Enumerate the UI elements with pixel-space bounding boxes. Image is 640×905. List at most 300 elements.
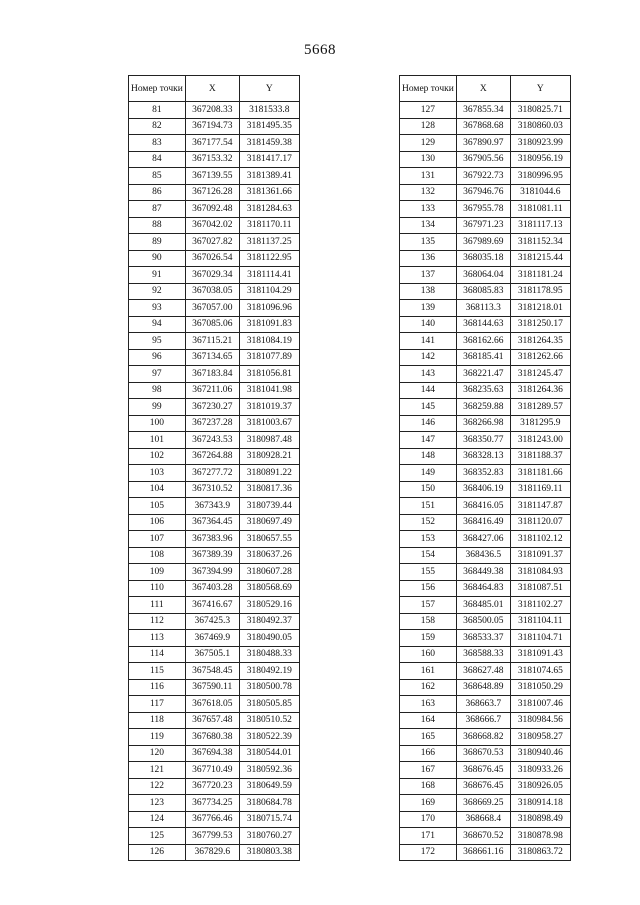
cell-y: 3181218.01 — [510, 300, 570, 317]
table-row — [129, 349, 300, 366]
table-row — [400, 696, 571, 713]
cell-x: 367734.25 — [185, 795, 239, 812]
cell-x: 367177.54 — [185, 135, 239, 152]
cell-y: 3180760.27 — [239, 828, 299, 845]
cell-x: 367710.49 — [185, 762, 239, 779]
cell-y: 3181181.66 — [510, 465, 570, 482]
cell-point-number: 159 — [400, 630, 457, 647]
cell-point-number: 98 — [129, 382, 186, 399]
cell-y: 3180739.44 — [239, 498, 299, 515]
table-row — [400, 514, 571, 531]
cell-point-number: 155 — [400, 564, 457, 581]
cell-y: 3180926.05 — [510, 778, 570, 795]
cell-point-number: 154 — [400, 547, 457, 564]
cell-x: 368449.38 — [456, 564, 510, 581]
cell-point-number: 140 — [400, 316, 457, 333]
cell-y: 3180987.48 — [239, 432, 299, 449]
cell-point-number: 115 — [129, 663, 186, 680]
table-row — [400, 283, 571, 300]
cell-x: 367657.48 — [185, 712, 239, 729]
cell-x: 367389.39 — [185, 547, 239, 564]
cell-point-number: 136 — [400, 250, 457, 267]
cell-x: 368259.88 — [456, 399, 510, 416]
table-row — [129, 531, 300, 548]
table-row — [129, 778, 300, 795]
cell-point-number: 108 — [129, 547, 186, 564]
cell-y: 3180568.69 — [239, 580, 299, 597]
cell-x: 368663.7 — [456, 696, 510, 713]
cell-x: 368661.16 — [456, 844, 510, 861]
cell-point-number: 82 — [129, 118, 186, 135]
table-row — [129, 366, 300, 383]
cell-x: 367208.33 — [185, 102, 239, 119]
cell-y: 3180933.26 — [510, 762, 570, 779]
cell-y: 3180500.78 — [239, 679, 299, 696]
cell-y: 3180914.18 — [510, 795, 570, 812]
table-row — [129, 250, 300, 267]
cell-y: 3181459.38 — [239, 135, 299, 152]
cell-y: 3181104.29 — [239, 283, 299, 300]
cell-y: 3180860.03 — [510, 118, 570, 135]
cell-x: 367989.69 — [456, 234, 510, 251]
cell-point-number: 138 — [400, 283, 457, 300]
table-row — [129, 646, 300, 663]
table-row — [129, 844, 300, 861]
table-row — [129, 316, 300, 333]
cell-y: 3181122.95 — [239, 250, 299, 267]
cell-x: 367799.53 — [185, 828, 239, 845]
cell-x: 367618.05 — [185, 696, 239, 713]
table-row — [129, 333, 300, 350]
cell-point-number: 110 — [129, 580, 186, 597]
cell-point-number: 83 — [129, 135, 186, 152]
cell-y: 3181117.13 — [510, 217, 570, 234]
cell-y: 3180544.01 — [239, 745, 299, 762]
cell-y: 3181102.12 — [510, 531, 570, 548]
cell-point-number: 116 — [129, 679, 186, 696]
cell-point-number: 89 — [129, 234, 186, 251]
cell-point-number: 127 — [400, 102, 457, 119]
cell-y: 3180607.28 — [239, 564, 299, 581]
cell-point-number: 104 — [129, 481, 186, 498]
cell-y: 3180697.49 — [239, 514, 299, 531]
cell-point-number: 113 — [129, 630, 186, 647]
table-row — [400, 151, 571, 168]
header-y: Y — [510, 76, 570, 102]
cell-y: 3180657.55 — [239, 531, 299, 548]
cell-x: 368588.33 — [456, 646, 510, 663]
table-row — [400, 547, 571, 564]
cell-y: 3181417.17 — [239, 151, 299, 168]
table-row — [129, 696, 300, 713]
cell-x: 368406.19 — [456, 481, 510, 498]
cell-point-number: 131 — [400, 168, 457, 185]
cell-x: 368416.49 — [456, 514, 510, 531]
cell-point-number: 137 — [400, 267, 457, 284]
table-row — [400, 811, 571, 828]
table-row — [400, 217, 571, 234]
table-row — [129, 465, 300, 482]
cell-y: 3181056.81 — [239, 366, 299, 383]
cell-x: 367115.21 — [185, 333, 239, 350]
cell-x: 367364.45 — [185, 514, 239, 531]
cell-x: 368676.45 — [456, 778, 510, 795]
header-x: X — [185, 76, 239, 102]
cell-point-number: 149 — [400, 465, 457, 482]
cell-point-number: 88 — [129, 217, 186, 234]
cell-x: 367027.82 — [185, 234, 239, 251]
cell-y: 3180898.49 — [510, 811, 570, 828]
cell-x: 367922.73 — [456, 168, 510, 185]
table-row — [129, 580, 300, 597]
table-row — [129, 102, 300, 119]
cell-x: 368328.13 — [456, 448, 510, 465]
table-row — [129, 514, 300, 531]
cell-point-number: 122 — [129, 778, 186, 795]
table-row — [400, 580, 571, 597]
cell-point-number: 118 — [129, 712, 186, 729]
cell-y: 3181044.6 — [510, 184, 570, 201]
cell-x: 368668.82 — [456, 729, 510, 746]
cell-y: 3181170.11 — [239, 217, 299, 234]
cell-point-number: 117 — [129, 696, 186, 713]
cell-y: 3180592.36 — [239, 762, 299, 779]
cell-point-number: 121 — [129, 762, 186, 779]
cell-y: 3180996.95 — [510, 168, 570, 185]
table-row — [129, 151, 300, 168]
cell-x: 368266.98 — [456, 415, 510, 432]
coordinates-table-right — [399, 75, 571, 861]
cell-point-number: 97 — [129, 366, 186, 383]
cell-x: 367905.56 — [456, 151, 510, 168]
cell-point-number: 129 — [400, 135, 457, 152]
cell-x: 368221.47 — [456, 366, 510, 383]
table-row — [129, 184, 300, 201]
cell-x: 367026.54 — [185, 250, 239, 267]
table-row — [129, 382, 300, 399]
cell-y: 3181245.47 — [510, 366, 570, 383]
cell-point-number: 152 — [400, 514, 457, 531]
cell-x: 367194.73 — [185, 118, 239, 135]
cell-x: 368035.18 — [456, 250, 510, 267]
cell-x: 368185.41 — [456, 349, 510, 366]
cell-y: 3180891.22 — [239, 465, 299, 482]
table-row — [129, 267, 300, 284]
cell-point-number: 124 — [129, 811, 186, 828]
table-row — [129, 762, 300, 779]
cell-x: 368464.83 — [456, 580, 510, 597]
cell-x: 367868.68 — [456, 118, 510, 135]
cell-y: 3181120.07 — [510, 514, 570, 531]
cell-y: 3181137.25 — [239, 234, 299, 251]
table-row — [400, 201, 571, 218]
table-row — [400, 762, 571, 779]
cell-y: 3180817.36 — [239, 481, 299, 498]
cell-y: 3181041.98 — [239, 382, 299, 399]
cell-y: 3181188.37 — [510, 448, 570, 465]
cell-y: 3181081.11 — [510, 201, 570, 218]
cell-x: 367971.23 — [456, 217, 510, 234]
table-row — [400, 415, 571, 432]
cell-x: 367057.00 — [185, 300, 239, 317]
cell-y: 3181091.37 — [510, 547, 570, 564]
cell-x: 367946.76 — [456, 184, 510, 201]
cell-x: 368085.83 — [456, 283, 510, 300]
cell-y: 3180825.71 — [510, 102, 570, 119]
cell-y: 3181169.11 — [510, 481, 570, 498]
cell-y: 3181019.37 — [239, 399, 299, 416]
cell-y: 3180803.38 — [239, 844, 299, 861]
cell-y: 3180490.05 — [239, 630, 299, 647]
cell-y: 3181104.11 — [510, 613, 570, 630]
cell-x: 367694.38 — [185, 745, 239, 762]
cell-point-number: 151 — [400, 498, 457, 515]
table-row — [400, 267, 571, 284]
table-row — [129, 712, 300, 729]
cell-y: 3181096.96 — [239, 300, 299, 317]
table-row — [400, 250, 571, 267]
table-row — [400, 630, 571, 647]
page-number: 5668 — [304, 42, 336, 58]
cell-point-number: 120 — [129, 745, 186, 762]
cell-x: 367680.38 — [185, 729, 239, 746]
cell-y: 3181284.63 — [239, 201, 299, 218]
table-row — [400, 102, 571, 119]
cell-y: 3181289.57 — [510, 399, 570, 416]
table-row — [400, 795, 571, 812]
table-row — [400, 498, 571, 515]
table-row — [400, 135, 571, 152]
cell-point-number: 103 — [129, 465, 186, 482]
table-row — [129, 498, 300, 515]
cell-point-number: 135 — [400, 234, 457, 251]
cell-point-number: 84 — [129, 151, 186, 168]
cell-point-number: 169 — [400, 795, 457, 812]
cell-point-number: 150 — [400, 481, 457, 498]
table-row — [129, 118, 300, 135]
cell-point-number: 142 — [400, 349, 457, 366]
table-row — [400, 366, 571, 383]
cell-point-number: 126 — [129, 844, 186, 861]
table-row — [129, 630, 300, 647]
cell-y: 3180928.21 — [239, 448, 299, 465]
cell-x: 367126.28 — [185, 184, 239, 201]
cell-point-number: 164 — [400, 712, 457, 729]
table-body-right — [400, 102, 571, 861]
table-row — [129, 234, 300, 251]
cell-x: 367890.97 — [456, 135, 510, 152]
table-row — [129, 300, 300, 317]
cell-y: 3181114.41 — [239, 267, 299, 284]
cell-point-number: 170 — [400, 811, 457, 828]
cell-y: 3181091.43 — [510, 646, 570, 663]
cell-point-number: 92 — [129, 283, 186, 300]
cell-point-number: 144 — [400, 382, 457, 399]
cell-x: 367403.28 — [185, 580, 239, 597]
cell-x: 367092.48 — [185, 201, 239, 218]
table-row — [129, 415, 300, 432]
cell-point-number: 145 — [400, 399, 457, 416]
header-point-number: Номер точки — [129, 76, 186, 102]
cell-point-number: 141 — [400, 333, 457, 350]
cell-y: 3181152.34 — [510, 234, 570, 251]
cell-y: 3181243.00 — [510, 432, 570, 449]
cell-x: 368676.45 — [456, 762, 510, 779]
cell-y: 3181084.93 — [510, 564, 570, 581]
cell-y: 3181181.24 — [510, 267, 570, 284]
cell-x: 367469.9 — [185, 630, 239, 647]
cell-y: 3180488.33 — [239, 646, 299, 663]
table-row — [400, 663, 571, 680]
cell-x: 367416.67 — [185, 597, 239, 614]
cell-x: 367134.65 — [185, 349, 239, 366]
table-row — [129, 168, 300, 185]
cell-point-number: 101 — [129, 432, 186, 449]
cell-y: 3181264.36 — [510, 382, 570, 399]
table-row — [129, 811, 300, 828]
cell-point-number: 157 — [400, 597, 457, 614]
cell-x: 368427.06 — [456, 531, 510, 548]
cell-point-number: 132 — [400, 184, 457, 201]
table-row — [400, 118, 571, 135]
cell-x: 367766.46 — [185, 811, 239, 828]
cell-x: 368670.53 — [456, 745, 510, 762]
cell-x: 367237.28 — [185, 415, 239, 432]
cell-x: 367720.23 — [185, 778, 239, 795]
table-row — [400, 564, 571, 581]
cell-x: 367343.9 — [185, 498, 239, 515]
table-row — [400, 316, 571, 333]
cell-x: 367264.88 — [185, 448, 239, 465]
table-row — [400, 679, 571, 696]
cell-x: 368144.63 — [456, 316, 510, 333]
cell-point-number: 93 — [129, 300, 186, 317]
header-x: X — [456, 76, 510, 102]
cell-y: 3180984.56 — [510, 712, 570, 729]
cell-point-number: 171 — [400, 828, 457, 845]
table-row — [129, 745, 300, 762]
table-row — [400, 531, 571, 548]
cell-point-number: 156 — [400, 580, 457, 597]
cell-x: 368669.25 — [456, 795, 510, 812]
cell-point-number: 161 — [400, 663, 457, 680]
cell-x: 368627.48 — [456, 663, 510, 680]
cell-x: 368235.63 — [456, 382, 510, 399]
cell-point-number: 100 — [129, 415, 186, 432]
cell-x: 368533.37 — [456, 630, 510, 647]
table-row — [400, 597, 571, 614]
cell-point-number: 128 — [400, 118, 457, 135]
cell-x: 367829.6 — [185, 844, 239, 861]
cell-point-number: 167 — [400, 762, 457, 779]
cell-y: 3181104.71 — [510, 630, 570, 647]
cell-x: 368416.05 — [456, 498, 510, 515]
cell-point-number: 123 — [129, 795, 186, 812]
cell-point-number: 112 — [129, 613, 186, 630]
cell-x: 367042.02 — [185, 217, 239, 234]
cell-x: 368113.3 — [456, 300, 510, 317]
cell-point-number: 146 — [400, 415, 457, 432]
cell-y: 3181091.83 — [239, 316, 299, 333]
cell-point-number: 107 — [129, 531, 186, 548]
cell-point-number: 166 — [400, 745, 457, 762]
table-row — [129, 795, 300, 812]
table-row — [400, 399, 571, 416]
cell-y: 3180878.98 — [510, 828, 570, 845]
table-header-row — [400, 76, 571, 102]
cell-y: 3181050.29 — [510, 679, 570, 696]
cell-point-number: 96 — [129, 349, 186, 366]
cell-y: 3180923.99 — [510, 135, 570, 152]
cell-x: 368064.04 — [456, 267, 510, 284]
cell-point-number: 134 — [400, 217, 457, 234]
table-row — [129, 564, 300, 581]
table-row — [400, 712, 571, 729]
cell-point-number: 168 — [400, 778, 457, 795]
cell-y: 3180637.26 — [239, 547, 299, 564]
table-row — [400, 333, 571, 350]
cell-point-number: 147 — [400, 432, 457, 449]
table-row — [129, 399, 300, 416]
table-row — [129, 828, 300, 845]
cell-y: 3181250.17 — [510, 316, 570, 333]
cell-y: 3180510.52 — [239, 712, 299, 729]
cell-point-number: 125 — [129, 828, 186, 845]
table-row — [400, 844, 571, 861]
cell-point-number: 162 — [400, 679, 457, 696]
cell-x: 368352.83 — [456, 465, 510, 482]
cell-y: 3181361.66 — [239, 184, 299, 201]
table-row — [129, 432, 300, 449]
table-row — [129, 613, 300, 630]
cell-x: 367243.53 — [185, 432, 239, 449]
cell-point-number: 95 — [129, 333, 186, 350]
cell-x: 367310.52 — [185, 481, 239, 498]
table-row — [400, 646, 571, 663]
cell-x: 368436.5 — [456, 547, 510, 564]
cell-y: 3180940.46 — [510, 745, 570, 762]
table-row — [400, 168, 571, 185]
cell-y: 3181215.44 — [510, 250, 570, 267]
cell-point-number: 139 — [400, 300, 457, 317]
cell-x: 367855.34 — [456, 102, 510, 119]
cell-x: 367955.78 — [456, 201, 510, 218]
cell-y: 3180505.85 — [239, 696, 299, 713]
cell-y: 3181084.19 — [239, 333, 299, 350]
table-row — [400, 448, 571, 465]
table-row — [400, 349, 571, 366]
cell-point-number: 111 — [129, 597, 186, 614]
table-row — [129, 729, 300, 746]
table-row — [400, 184, 571, 201]
cell-y: 3181262.66 — [510, 349, 570, 366]
coordinates-table-left — [128, 75, 300, 861]
table-row — [400, 432, 571, 449]
cell-x: 367425.3 — [185, 613, 239, 630]
cell-y: 3180529.16 — [239, 597, 299, 614]
table-row — [129, 547, 300, 564]
cell-point-number: 130 — [400, 151, 457, 168]
table-row — [129, 201, 300, 218]
cell-y: 3181147.87 — [510, 498, 570, 515]
cell-x: 368350.77 — [456, 432, 510, 449]
cell-y: 3181178.95 — [510, 283, 570, 300]
cell-x: 368670.52 — [456, 828, 510, 845]
cell-y: 3180492.19 — [239, 663, 299, 680]
cell-x: 367590.11 — [185, 679, 239, 696]
cell-point-number: 85 — [129, 168, 186, 185]
table-row — [400, 382, 571, 399]
